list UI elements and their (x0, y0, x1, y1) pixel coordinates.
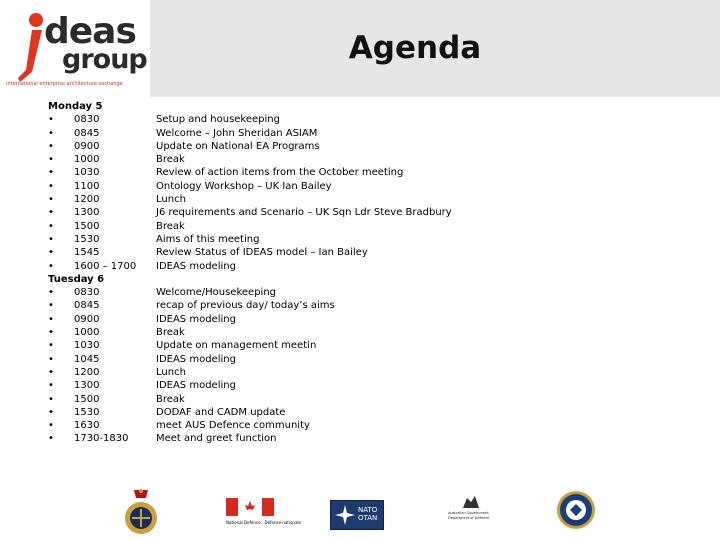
agenda-time: 1600 – 1700 (74, 260, 137, 272)
australia-defence-logo (448, 494, 494, 528)
bullet-icon: • (48, 287, 54, 299)
agenda-time: 1730-1830 (74, 433, 129, 445)
bullet-icon: • (48, 340, 54, 352)
bullet-icon: • (48, 406, 54, 418)
agenda-description: Lunch (156, 194, 186, 206)
agenda-time: 1030 (74, 167, 100, 179)
logo-i-glyph (14, 10, 48, 82)
agenda-item (48, 140, 320, 153)
nato-text: NATO (358, 506, 378, 514)
agenda-time: 0900 (74, 313, 100, 325)
agenda-description: Lunch (156, 366, 186, 378)
bullet-icon: • (48, 167, 54, 179)
agenda-time: 1045 (74, 353, 100, 365)
agenda-item (48, 260, 236, 273)
bullet-icon: • (48, 313, 54, 325)
bullet-icon: • (48, 180, 54, 192)
nato-compass-icon (334, 504, 356, 526)
agenda-time: 1530 (74, 406, 100, 418)
agenda-time: 1030 (74, 340, 100, 352)
agenda-description: meet AUS Defence community (156, 420, 310, 432)
canada-text-fr: Défense nationale (264, 520, 301, 525)
agenda-time: 0830 (74, 287, 100, 299)
bullet-icon: • (48, 140, 54, 152)
us-dod-seal-icon (556, 490, 596, 530)
agenda-item (48, 339, 317, 352)
bullet-icon: • (48, 393, 54, 405)
canada-flag-icon (226, 498, 274, 516)
agenda-description: Break (156, 393, 185, 405)
canada-defence-logo (226, 498, 301, 530)
agenda-time: 1000 (74, 327, 100, 339)
agenda-item (48, 406, 286, 419)
agenda-description: Break (156, 154, 185, 166)
agenda-item (48, 432, 277, 445)
agenda-time: 1300 (74, 380, 100, 392)
agenda-time: 0830 (74, 114, 100, 126)
bullet-icon: • (48, 366, 54, 378)
agenda-list (48, 100, 452, 446)
bullet-icon: • (48, 420, 54, 432)
bullet-icon: • (48, 114, 54, 126)
australian-crest-icon (459, 494, 483, 510)
header-bar (0, 0, 720, 97)
agenda-time: 1500 (74, 220, 100, 232)
bullet-icon: • (48, 327, 54, 339)
day-heading: Monday 5 (48, 101, 103, 112)
ideas-group-logo (0, 0, 150, 97)
agenda-description: IDEAS modeling (156, 380, 236, 392)
agenda-time: 1545 (74, 247, 100, 259)
agenda-description: Update on National EA Programs (156, 140, 320, 152)
agenda-item (48, 366, 186, 379)
bullet-icon: • (48, 353, 54, 365)
agenda-description: Review of action items from the October meeting (156, 167, 404, 179)
agenda-description: DODAF and CADM update (156, 406, 286, 418)
agenda-time: 1530 (74, 233, 100, 245)
agenda-item (48, 419, 310, 432)
agenda-description: IDEAS modeling (156, 353, 236, 365)
agenda-description: Meet and greet function (156, 433, 277, 445)
nato-otan-logo (330, 500, 384, 530)
agenda-description: Ontology Workshop – UK Ian Bailey (156, 180, 332, 192)
agenda-description: Aims of this meeting (156, 233, 260, 245)
bullet-icon: • (48, 300, 54, 312)
agenda-item (48, 233, 260, 246)
agenda-time: 0845 (74, 300, 100, 312)
bullet-icon: • (48, 154, 54, 166)
agenda-item (48, 113, 280, 126)
agenda-item (48, 220, 185, 233)
logo-word-ideas: deas (44, 11, 136, 52)
bullet-icon: • (48, 233, 54, 245)
bullet-icon: • (48, 433, 54, 445)
bullet-icon: • (48, 220, 54, 232)
agenda-item (48, 353, 236, 366)
agenda-time: 1100 (74, 180, 100, 192)
agenda-time: 1200 (74, 194, 100, 206)
agenda-item (48, 326, 185, 339)
agenda-time: 1630 (74, 420, 100, 432)
agenda-description: Review Status of IDEAS model – Ian Bailey (156, 247, 368, 259)
agenda-description: J6 requirements and Scenario – UK Sqn Ldr Steve Bradbury (156, 207, 452, 219)
agenda-description: Welcome – John Sheridan ASIAM (156, 127, 318, 139)
agenda-description: Break (156, 220, 185, 232)
agenda-description: Break (156, 327, 185, 339)
agenda-item (48, 180, 332, 193)
agenda-description: Setup and housekeeping (156, 114, 280, 126)
agenda-description: Welcome/Housekeeping (156, 287, 276, 299)
bullet-icon: • (48, 247, 54, 259)
agenda-time: 0900 (74, 140, 100, 152)
agenda-item (48, 206, 452, 219)
agenda-description: Update on management meetin (156, 340, 317, 352)
agenda-item (48, 286, 276, 299)
bullet-icon: • (48, 194, 54, 206)
agenda-time: 1300 (74, 207, 100, 219)
bullet-icon: • (48, 260, 54, 272)
agenda-item (48, 299, 335, 312)
agenda-description: recap of previous day/ today’s aims (156, 300, 335, 312)
agenda-item (48, 313, 236, 326)
agenda-item (48, 393, 185, 406)
agenda-item (48, 193, 186, 206)
canada-text-en: National Defence (226, 520, 261, 525)
australia-text: Australian Government Department of Defence (448, 511, 490, 520)
agenda-item (48, 127, 318, 140)
otan-text: OTAN (358, 514, 378, 522)
day-heading: Tuesday 6 (48, 273, 105, 285)
bullet-icon: • (48, 380, 54, 392)
agenda-item (48, 153, 185, 166)
agenda-time: 1500 (74, 393, 100, 405)
uk-defence-crest-icon (120, 488, 162, 538)
agenda-item (48, 379, 236, 392)
bullet-icon: • (48, 127, 54, 139)
agenda-description: IDEAS modeling (156, 260, 236, 272)
agenda-item (48, 246, 368, 259)
agenda-time: 0845 (74, 127, 100, 139)
agenda-description: IDEAS modeling (156, 313, 236, 325)
logo-tagline: international enterprise architecture exchange (6, 81, 123, 87)
agenda-time: 1200 (74, 366, 100, 378)
title-container (300, 30, 530, 66)
agenda-time: 1000 (74, 154, 100, 166)
agenda-item (48, 166, 404, 179)
bullet-icon: • (48, 207, 54, 219)
logo-word-group: group (62, 44, 147, 75)
page-title: Agenda (348, 30, 482, 66)
